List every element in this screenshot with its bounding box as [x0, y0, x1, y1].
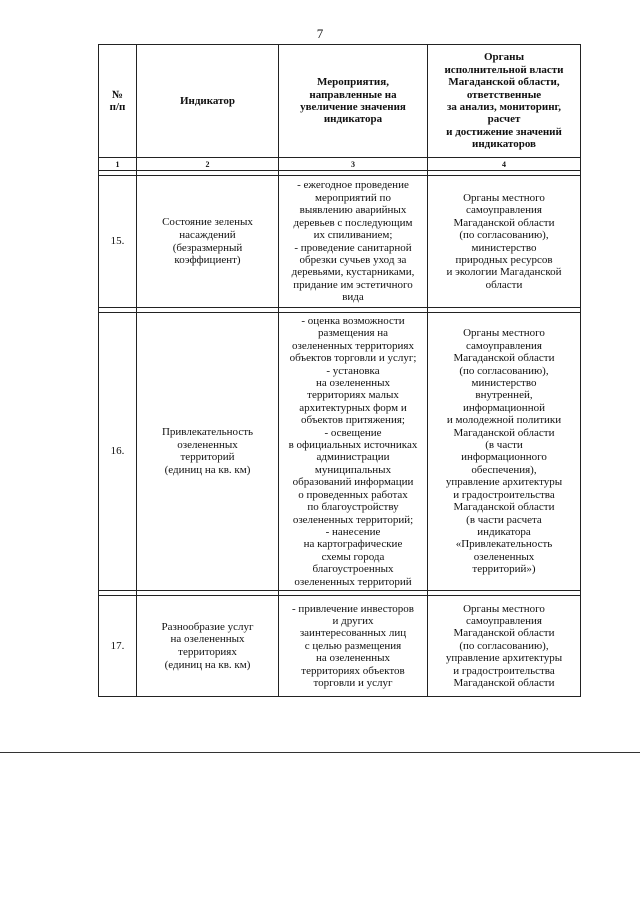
header-authorities: Органы исполнительной власти Магаданской области, ответственные за анализ, мониторинг, расчет и достижение значений индикаторов — [428, 45, 581, 158]
row-indicator: Состояние зеленых насаждений (безразмерный коэффициент) — [137, 176, 279, 308]
page-number: 7 — [316, 26, 324, 41]
row-number: 17. — [99, 595, 137, 696]
row-measures: - ежегодное проведение мероприятий по выявлению аварийных деревьев с последующим их спиливанием; - проведение санитарной обрезки сучьев уход за деревьями, кустарниками, придание им эстетичного вида — [279, 176, 428, 308]
row-indicator: Привлекательность озелененных территорий (единиц на кв. км) — [137, 313, 279, 591]
header-indicator: Индикатор — [137, 45, 279, 158]
table-row — [99, 176, 581, 308]
row-number: 16. — [99, 313, 137, 591]
row-measures: - привлечение инвесторов и других заинтересованных лиц с целью размещения на озелененных территориях объектов торговли и услуг — [279, 595, 428, 696]
row-measures: - оценка возможности размещения на озелененных территориях объектов торговли и услуг; - установка на озелененных территориях малых архитектурных форм и объектов притяжения; - освещение в официальных источниках администрации муниципальных образований информации о проведенных работах по благоустройству озелененных территорий; - нанесение на картографические схемы города благоустроенных озелененных территорий — [279, 313, 428, 591]
column-number: 2 — [137, 158, 279, 171]
page-divider-line — [0, 752, 640, 753]
column-number-row — [99, 158, 581, 171]
column-number: 3 — [279, 158, 428, 171]
header-measures: Мероприятия, направленные на увеличение значения индикатора — [279, 45, 428, 158]
column-number: 4 — [428, 158, 581, 171]
table-header-row — [99, 45, 581, 158]
row-number: 15. — [99, 176, 137, 308]
row-authorities: Органы местного самоуправления Магаданской области (по согласованию), министерство природных ресурсов и экологии Магаданской области — [428, 176, 581, 308]
table-row — [99, 595, 581, 696]
row-indicator: Разнообразие услуг на озелененных территориях (единиц на кв. км) — [137, 595, 279, 696]
row-authorities: Органы местного самоуправления Магаданской области (по согласованию), управление архитектуры и градостроительства Магаданской области — [428, 595, 581, 696]
row-authorities: Органы местного самоуправления Магаданской области (по согласованию), министерство внутренней, информационной и молодежной политики Магаданской области (в части информационного обеспечения), управление архитектуры и градостроительства Магаданской области (в части расчета индикатора «Привлекательность озелененных территорий») — [428, 313, 581, 591]
header-number: № п/п — [99, 45, 137, 158]
column-number: 1 — [99, 158, 137, 171]
table-row — [99, 313, 581, 591]
indicators-table — [98, 44, 581, 697]
